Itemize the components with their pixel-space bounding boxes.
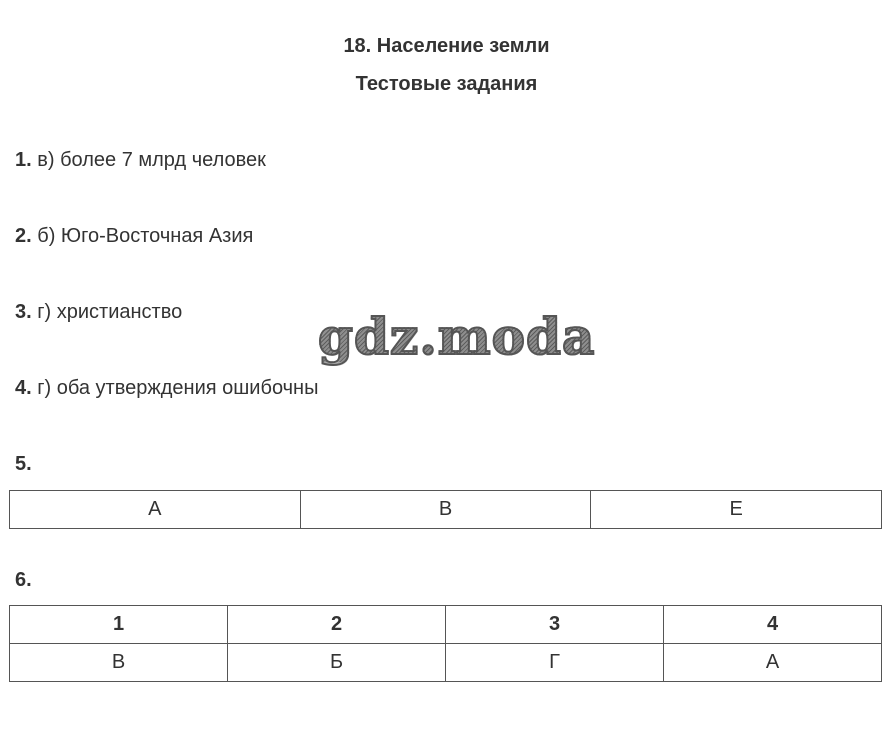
table-cell: Е bbox=[591, 491, 882, 529]
table-header-cell: 1 bbox=[10, 606, 228, 644]
page-subtitle: Тестовые задания bbox=[355, 73, 538, 95]
table-cell: В bbox=[300, 491, 591, 529]
answer-3-text: г) христианство bbox=[37, 301, 183, 323]
answer-6-number: 6. bbox=[15, 569, 32, 591]
table-cell: В bbox=[10, 644, 228, 682]
table-cell: А bbox=[664, 644, 882, 682]
table-header-cell: 4 bbox=[664, 606, 882, 644]
answer-5-number: 5. bbox=[15, 453, 32, 475]
table-cell: А bbox=[10, 491, 301, 529]
answer-4 bbox=[15, 377, 318, 400]
answer-6-table bbox=[9, 605, 882, 682]
answer-6 bbox=[15, 569, 32, 592]
answer-2 bbox=[15, 225, 253, 248]
answer-2-text: б) Юго-Восточная Азия bbox=[37, 225, 254, 247]
table-cell: Б bbox=[228, 644, 446, 682]
answer-5-table bbox=[9, 490, 882, 529]
table-header-cell: 2 bbox=[228, 606, 446, 644]
answer-3 bbox=[15, 301, 182, 324]
table-row bbox=[10, 644, 882, 682]
answer-3-number: 3. bbox=[15, 301, 32, 323]
table-header-cell: 3 bbox=[446, 606, 664, 644]
table-row bbox=[10, 491, 882, 529]
answer-1-number: 1. bbox=[15, 149, 32, 171]
answer-4-text: г) оба утверждения ошибочны bbox=[37, 377, 319, 399]
watermark-logo: gdz.moda bbox=[318, 307, 596, 366]
table-cell: Г bbox=[446, 644, 664, 682]
answer-4-number: 4. bbox=[15, 377, 32, 399]
page-title: 18. Население земли bbox=[343, 35, 550, 57]
answer-5 bbox=[15, 453, 32, 476]
answer-1 bbox=[15, 149, 266, 172]
answer-2-number: 2. bbox=[15, 225, 32, 247]
table-header-row bbox=[10, 606, 882, 644]
answer-1-text: в) более 7 млрд человек bbox=[37, 149, 266, 171]
